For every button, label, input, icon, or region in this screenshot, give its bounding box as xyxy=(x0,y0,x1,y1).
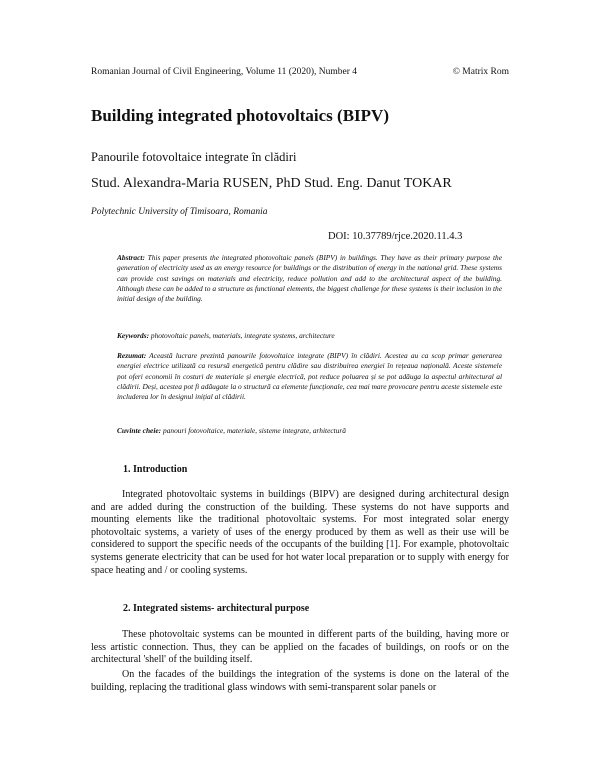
cuvinte-text: panouri fotovoltaice, materiale, sisteme integrate, arhitectură xyxy=(163,426,346,435)
copyright-notice: © Matrix Rom xyxy=(452,67,509,77)
section-heading-integrated-systems: 2. Integrated sistems- architectural purpose xyxy=(123,603,310,614)
keywords-text: photovoltaic panels, materials, integrate systems, architecture xyxy=(150,331,335,340)
paragraph xyxy=(91,489,509,577)
journal-citation: Romanian Journal of Civil Engineering, Volume 11 (2020), Number 4 xyxy=(91,67,358,77)
paragraph-text: These photovoltaic systems can be mounted in different parts of the building, having more or less artistic connection. Thus, they can be applied on the facades of buildings, on roofs or on the architectural 'shell' of the building itself. xyxy=(91,629,509,666)
paragraph-text: Integrated photovoltaic systems in buildings (BIPV) are designed during architectural design and are added during the construction of the building. These systems do not have supports and mounting elements like the traditional photovoltaic systems. For most integrated solar energy photovoltaic systems, a variety of uses of the energy produced by them as well as their use will be considered to support the specific needs of the occupants of the building [1]. For example, photovoltaic systems generate electricity that can be used for hot water local preparation or to supply with energy for space heating and / or cooling systems. xyxy=(91,489,509,576)
rezumat-label: Rezumat: xyxy=(117,351,147,360)
paragraph-text: On the facades of the buildings the integration of the systems is done on the lateral of the building, replacing the traditional glass windows with semi-transparent solar panels or xyxy=(91,669,509,693)
paper-subtitle: Panourile fotovoltaice integrate în clădiri xyxy=(91,150,297,164)
author-affiliation: Polytechnic University of Timisoara, Romania xyxy=(91,207,268,217)
doi-link[interactable]: DOI: 10.37789/rjce.2020.11.4.3 xyxy=(328,231,463,242)
abstract-text: This paper presents the integrated photovoltaic panels (BIPV) in buildings. They have as their primary purpose the generation of electricity used as an energy resource for buildings or the distribution of energy in the national grid. These systems can provide cost savings on materials and electricity, reduce pollution and add to the architectural aspect of the building. Although these can be added to a structure as functional elements, the biggest challenge for these systems is their inclusion in the initial design of the building. xyxy=(117,253,502,304)
keywords-label: Keywords: xyxy=(117,331,150,340)
section-heading-introduction: 1. Introduction xyxy=(123,464,188,475)
paper-authors: Stud. Alexandra-Maria RUSEN, PhD Stud. Eng. Danut TOKAR xyxy=(91,176,452,191)
paper-title: Building integrated photovoltaics (BIPV) xyxy=(91,106,389,125)
rezumat-text: Această lucrare prezintă panourile fotovoltaice integrate (BIPV) în clădiri. Acestea au ca scop primar generarea energiei electrice utilizată ca resursă energetică pentru clădire sau distribuirea energiei în rețeaua națională. Aceste sistemele pot oferi economii în costuri de materiale și energie electrică, pot reduce poluarea și se pot adăuga la aspectul arhitectural al clădirii. Deși, acestea pot fi adăugate la o structură ca elemente funcționale, cea mai mare provocare pentru aceste sistemele este includerea lor în designul inițial al clădirii. xyxy=(117,351,502,402)
keywords xyxy=(117,331,502,341)
cuvinte-label: Cuvinte cheie: xyxy=(117,426,162,435)
rezumat xyxy=(117,351,502,402)
abstract xyxy=(117,253,502,304)
cuvinte-cheie xyxy=(117,426,502,436)
abstract-label: Abstract: xyxy=(117,253,145,262)
paragraph xyxy=(91,629,509,667)
paragraph xyxy=(91,669,509,694)
